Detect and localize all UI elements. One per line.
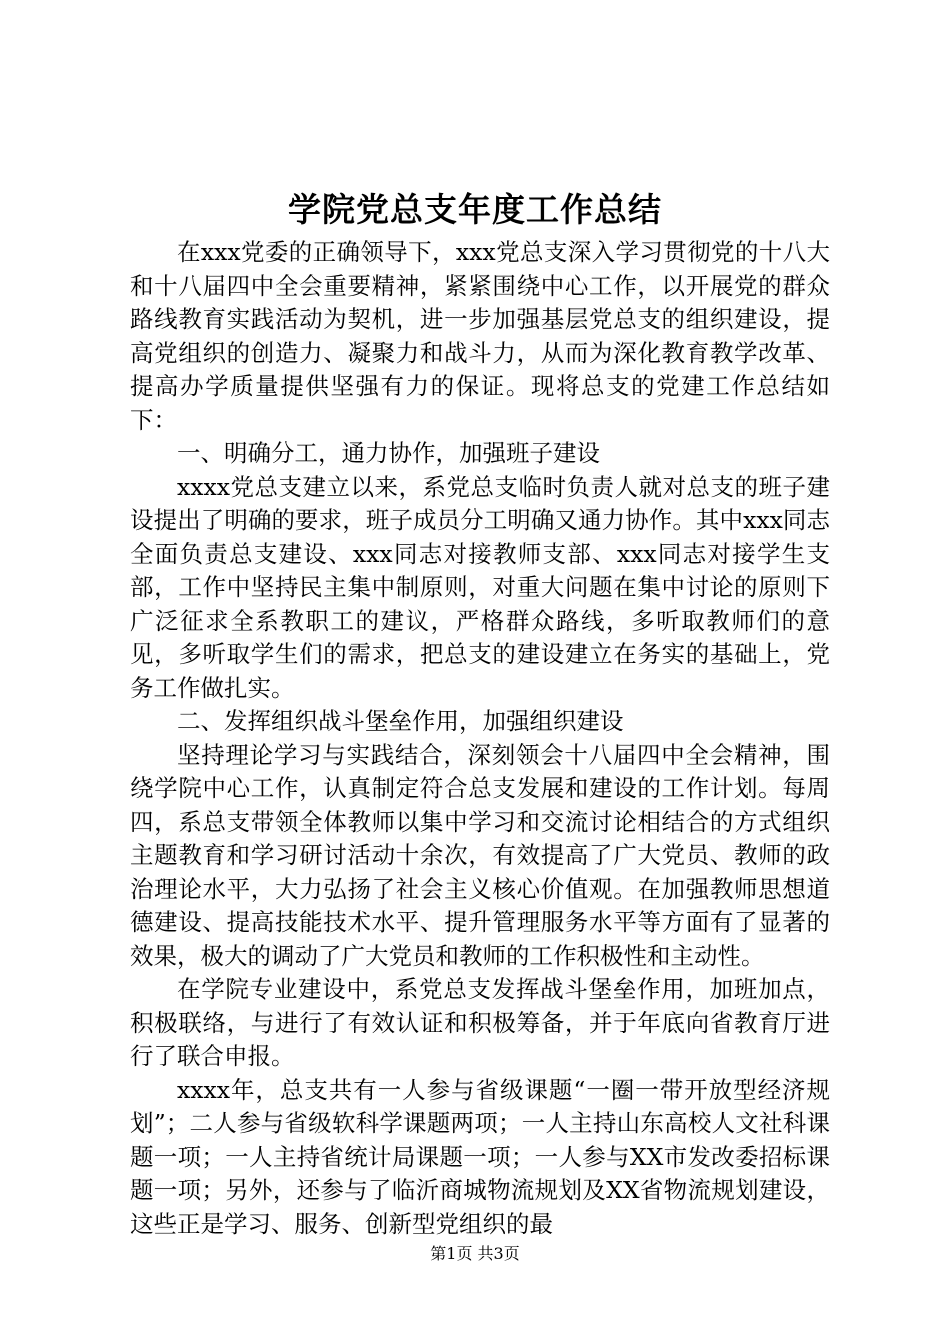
page-number-footer: 第1页 共3页 xyxy=(430,1244,520,1263)
section-heading-1: 一、明确分工，通力协作，加强班子建设 xyxy=(177,439,600,467)
paragraph-major-building: 在学院专业建设中，系党总支发挥战斗堡垒作用，加班加点，积极联络，与进行了有效认证和积极筹备，并于年底向省教育厅进行了联合申报。 xyxy=(130,975,830,1070)
document-body xyxy=(130,236,830,1241)
document-title: 学院党总支年度工作总结 xyxy=(288,190,662,229)
section-heading-2: 二、发挥组织战斗堡垒作用，加强组织建设 xyxy=(177,707,624,735)
paragraph-team-building: xxxx党总支建立以来，系党总支临时负责人就对总支的班子建设提出了明确的要求，班子成员分工明确又通力协作。其中xxx同志全面负责总支建设、xxx同志对接教师支部、xxx同志对接学生支部，工作中坚持民主集中制原则，对重大问题在集中讨论的原则下广泛征求全系教职工的建议，严格群众路线，多听取教师们的意见，多听取学生们的需求，把总支的建设建立在务实的基础上，党务工作做扎实。 xyxy=(130,472,830,702)
paragraph-intro: 在xxx党委的正确领导下，xxx党总支深入学习贯彻党的十八大和十八届四中全会重要精神，紧紧围绕中心工作，以开展党的群众路线教育实践活动为契机，进一步加强基层党总支的组织建设，提高党组织的创造力、凝聚力和战斗力，从而为深化教育教学改革、提高办学质量提供坚强有力的保证。现将总支的党建工作总结如下： xyxy=(130,238,830,434)
paragraph-theory-study: 坚持理论学习与实践结合，深刻领会十八届四中全会精神，围绕学院中心工作，认真制定符合总支发展和建设的工作计划。每周四，系总支带领全体教师以集中学习和交流讨论相结合的方式组织主题教育和学习研讨活动十余次，有效提高了广大党员、教师的政治理论水平，大力弘扬了社会主义核心价值观。在加强教师思想道德建设、提高技能技术水平、提升管理服务水平等方面有了显著的效果，极大的调动了广大党员和教师的工作积极性和主动性。 xyxy=(130,740,830,970)
paragraph-research-projects: xxxx年，总支共有一人参与省级课题“一圈一带开放型经济规划”；二人参与省级软科学课题两项；一人主持山东高校人文社科课题一项；一人主持省统计局课题一项；一人参与XX市发改委招标课题一项；另外，还参与了临沂商城物流规划及XX省物流规划建设，这些正是学习、服务、创新型党组织的最 xyxy=(130,1075,830,1238)
